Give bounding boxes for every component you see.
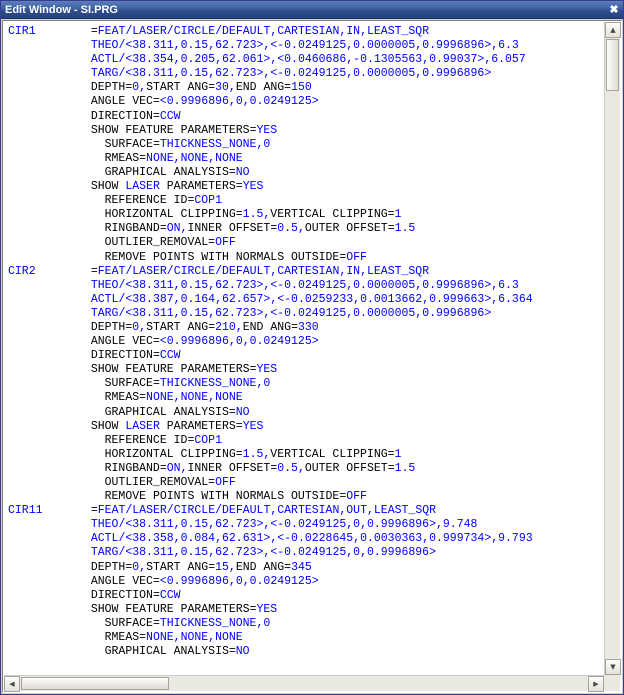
scroll-left-icon[interactable]: ◀ [4, 676, 20, 692]
code-line: GRAPHICAL ANALYSIS=NO [104, 165, 250, 179]
code-line: TARG/<38.311,0.15,62.723>,<-0.0249125,0,0.9996896> [90, 546, 436, 560]
code-line: OUTLIER_REMOVAL=OFF [104, 236, 236, 250]
code-line: ACTL/<38.358,0.084,62.631>,<-0.0228645,0.0030363,0.999734>,9.793 [90, 532, 533, 546]
code-line: CIR11 =FEAT/LASER/CIRCLE/DEFAULT,CARTESIAN,OUT,LEAST_SQR [8, 504, 437, 518]
vertical-scroll-thumb[interactable] [606, 39, 619, 91]
code-line: SHOW FEATURE PARAMETERS=YES [90, 363, 278, 377]
code-line: REFERENCE ID=COP1 [104, 433, 222, 447]
code-line: DIRECTION=CCW [90, 349, 181, 363]
window-title: Edit Window - SI.PRG [5, 3, 118, 16]
code-line: SURFACE=THICKNESS_NONE,0 [104, 137, 271, 151]
code-line: HORIZONTAL CLIPPING=1.5,VERTICAL CLIPPING=1 [104, 208, 402, 222]
code-line: SHOW LASER PARAMETERS=YES [90, 180, 264, 194]
code-line: SHOW FEATURE PARAMETERS=YES [90, 602, 278, 616]
code-line: SHOW FEATURE PARAMETERS=YES [90, 123, 278, 137]
window-buttons [607, 3, 621, 17]
code-line: OUTLIER_REMOVAL=OFF [104, 476, 236, 489]
scroll-right-icon[interactable]: ▶ [588, 676, 604, 692]
code-line: ACTL/<38.354,0.205,62.061>,<0.0460686,-0.1305563,0.99037>,6.057 [90, 53, 526, 67]
code-line: DEPTH=0,START ANG=15,END ANG=345 [90, 560, 312, 574]
code-line: CIR1 =FEAT/LASER/CIRCLE/DEFAULT,CARTESIAN,IN,LEAST_SQR [8, 25, 430, 38]
code-line: HORIZONTAL CLIPPING=1.5,VERTICAL CLIPPING=1 [104, 447, 402, 461]
code-line: GRAPHICAL ANALYSIS=NO [104, 645, 250, 659]
scrollbar-corner [604, 675, 620, 691]
code-line: CIR2 =FEAT/LASER/CIRCLE/DEFAULT,CARTESIAN,IN,LEAST_SQR [8, 264, 430, 278]
code-line: ACTL/<38.387,0.164,62.657>,<-0.0259233,0.0013662,0.999663>,6.364 [90, 292, 533, 306]
code-lines [4, 22, 604, 659]
horizontal-scrollbar[interactable] [4, 675, 604, 691]
scroll-up-icon[interactable]: ▲ [605, 22, 621, 38]
close-icon[interactable]: ✖ [609, 3, 619, 16]
code-line: RINGBAND=ON,INNER OFFSET=0.5,OUTER OFFSET=1.5 [104, 222, 416, 236]
code-line: DEPTH=0,START ANG=30,END ANG=150 [90, 81, 312, 95]
code-line: RMEAS=NONE,NONE,NONE [104, 631, 243, 645]
code-line: THEO/<38.311,0.15,62.723>,<-0.0249125,0.0000005,0.9996896>,6.3 [90, 39, 519, 53]
code-line: REMOVE POINTS WITH NORMALS OUTSIDE=OFF [104, 250, 367, 264]
code-line: ANGLE VEC=<0.9996896,0,0.0249125> [90, 574, 319, 588]
code-line: ANGLE VEC=<0.9996896,0,0.0249125> [90, 95, 319, 109]
code-line: ANGLE VEC=<0.9996896,0,0.0249125> [90, 335, 319, 349]
vertical-scrollbar[interactable] [604, 22, 620, 675]
code-line: DEPTH=0,START ANG=210,END ANG=330 [90, 320, 319, 334]
horizontal-scroll-thumb[interactable] [21, 677, 169, 690]
title-bar[interactable] [1, 1, 623, 19]
code-line: THEO/<38.311,0.15,62.723>,<-0.0249125,0.0000005,0.9996896>,6.3 [90, 278, 519, 292]
editor-frame [2, 20, 622, 693]
code-line: TARG/<38.311,0.15,62.723>,<-0.0249125,0.0000005,0.9996896> [90, 67, 492, 81]
code-line: TARG/<38.311,0.15,62.723>,<-0.0249125,0.0000005,0.9996896> [90, 306, 492, 320]
code-line: SURFACE=THICKNESS_NONE,0 [104, 616, 271, 630]
code-line: RMEAS=NONE,NONE,NONE [104, 151, 243, 165]
code-line: DIRECTION=CCW [90, 109, 181, 123]
code-line: RMEAS=NONE,NONE,NONE [104, 391, 243, 405]
code-line: SHOW LASER PARAMETERS=YES [90, 419, 264, 433]
code-line: THEO/<38.311,0.15,62.723>,<-0.0249125,0,0.9996896>,9.748 [90, 518, 478, 532]
code-line: SURFACE=THICKNESS_NONE,0 [104, 377, 271, 391]
scroll-down-icon[interactable]: ▼ [605, 659, 621, 675]
code-line: DIRECTION=CCW [90, 588, 181, 602]
code-line: RINGBAND=ON,INNER OFFSET=0.5,OUTER OFFSET=1.5 [104, 461, 416, 475]
code-line: REFERENCE ID=COP1 [104, 194, 222, 208]
code-line: GRAPHICAL ANALYSIS=NO [104, 405, 250, 419]
code-text-area[interactable] [4, 22, 604, 675]
client-area [2, 20, 622, 693]
code-line: REMOVE POINTS WITH NORMALS OUTSIDE=OFF [104, 490, 367, 504]
